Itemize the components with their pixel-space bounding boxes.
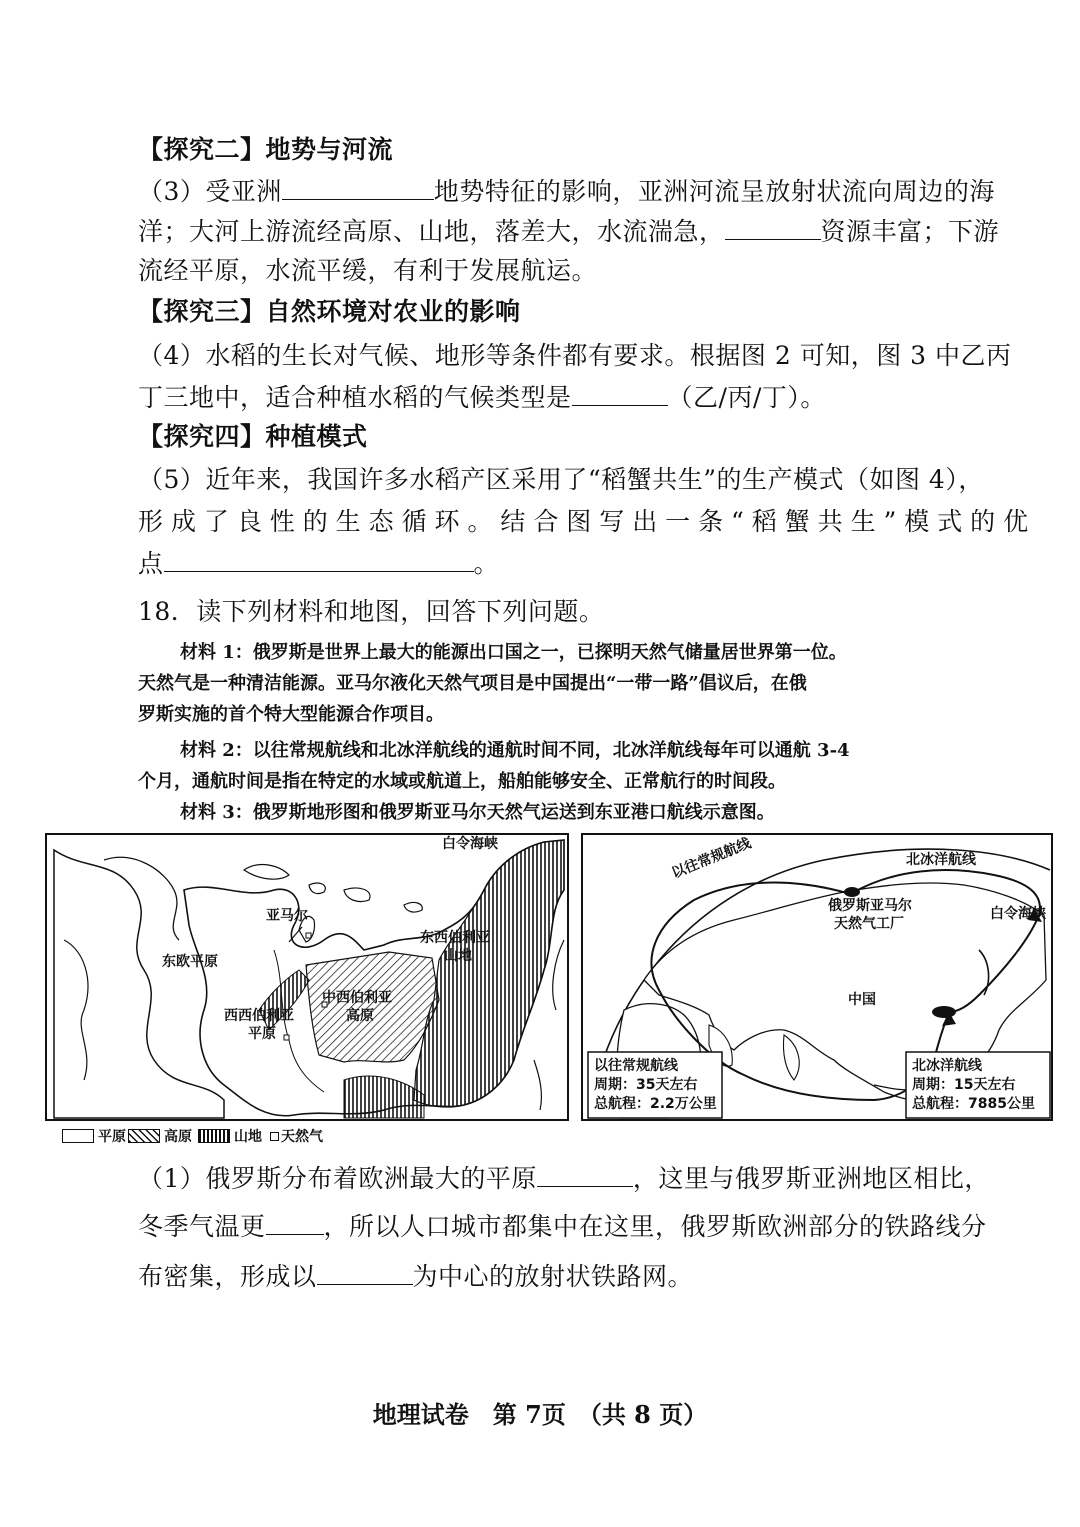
box1-period: 周期：35天左右: [594, 1077, 698, 1093]
q18-1-line1: [138, 1158, 990, 1199]
legend-mountain-swatch: [198, 1129, 230, 1143]
q4-blank[interactable]: [572, 377, 668, 406]
section3-heading: 【探究三】自然环境对农业的影响: [138, 297, 521, 326]
q18-1-text: 布密集，形成以: [138, 1262, 317, 1291]
q4-text: （乙/丙/丁）。: [667, 383, 826, 412]
label-gas-plant-1: 俄罗斯亚马尔: [828, 898, 912, 914]
q18-1-blank-3[interactable]: [317, 1256, 413, 1285]
label-yamal: 亚马尔: [266, 908, 308, 924]
q18-1-text: ，这里与俄罗斯亚洲地区相比，: [632, 1164, 990, 1193]
label-old-route: 以往常规航线: [669, 835, 754, 882]
q18-1-text: ，所以人口城市都集中在这里，俄罗斯欧洲部分的铁路线分: [323, 1212, 987, 1241]
material2-line1: 材料 2：以往常规航线和北冰洋航线的通航时间不同，北冰洋航线每年可以通航 3-4: [180, 740, 850, 761]
box2-distance: 总航程：7885公里: [912, 1096, 1035, 1112]
maps-container: [44, 830, 1054, 1126]
q3-line3: 流经平原，水流平缓，有利于发展航运。: [138, 256, 598, 285]
map-legend: [62, 1126, 323, 1146]
q3-blank-2[interactable]: [725, 211, 821, 240]
q4-text: 丁三地中，适合种植水稻的气候类型是: [138, 383, 572, 412]
q3-text: 洋；大河上游流经高原、山地，落差大，水流湍急，: [138, 217, 725, 246]
label-central-siberia-2: 高原: [346, 1008, 374, 1024]
legend-gas: 天然气: [281, 1129, 323, 1145]
q4-line2: [138, 377, 826, 418]
q18-1-text: 冬季气温更: [138, 1212, 266, 1241]
q5-line2: 形 成 了 良 性 的 生 态 循 环 。 结 合 图 写 出 一 条 “ 稻 蟹 共 生 ” 模 式 的 优: [138, 507, 1029, 536]
label-bering-left: 白令海峡: [442, 836, 498, 852]
material3-line1: 材料 3：俄罗斯地形图和俄罗斯亚马尔天然气运送到东亚港口航线示意图。: [180, 802, 775, 823]
material1-line2: 天然气是一种清洁能源。亚马尔液化天然气项目是中国提出“一带一路”倡议后，在俄: [138, 673, 807, 694]
q18-1-blank-1[interactable]: [537, 1158, 633, 1187]
box1-distance: 总航程：2.2万公里: [594, 1096, 717, 1112]
q18-1-line2: [138, 1206, 987, 1247]
q18-1-line3: [138, 1256, 693, 1297]
material1-line1: 材料 1：俄罗斯是世界上最大的能源出口国之一，已探明天然气储量居世界第一位。: [180, 642, 847, 663]
label-china: 中国: [848, 992, 876, 1008]
material1-line3: 罗斯实施的首个特大型能源合作项目。: [138, 704, 444, 725]
legend-plain: 平原: [98, 1129, 126, 1145]
label-west-siberia-1: 西西伯利亚: [224, 1008, 294, 1024]
q5-blank[interactable]: [164, 543, 474, 572]
q18-title: 18．读下列材料和地图，回答下列问题。: [138, 597, 605, 626]
legend-gas-swatch: [270, 1132, 279, 1141]
legend-plateau-swatch: [128, 1129, 160, 1143]
shipping-route-map: [582, 834, 1052, 1120]
legend-plain-swatch: [62, 1129, 94, 1143]
q3-text: 资源丰富；下游: [820, 217, 1000, 246]
q3-line1: [138, 171, 995, 212]
label-central-siberia-1: 中西伯利亚: [322, 990, 392, 1006]
label-arctic-route: 北冰洋航线: [906, 852, 976, 868]
legend-mountain: 山地: [234, 1129, 262, 1145]
q18-1-blank-2[interactable]: [266, 1206, 324, 1235]
q18-1-text: 为中心的放射状铁路网。: [412, 1262, 694, 1291]
legend-plateau: 高原: [164, 1129, 192, 1145]
q5-text: 点: [138, 549, 164, 578]
box2-title: 北冰洋航线: [912, 1058, 982, 1074]
q3-line2: [138, 211, 999, 252]
q5-line1: （5）近年来，我国许多水稻产区采用了“稻蟹共生”的生产模式（如图 4），: [138, 465, 984, 494]
q3-text: 地势特征的影响，亚洲河流呈放射状流向周边的海: [433, 177, 995, 206]
q3-text: （3）受亚洲: [138, 177, 282, 206]
box2-period: 周期：15天左右: [912, 1077, 1016, 1093]
label-gas-plant-2: 天然气工厂: [834, 916, 904, 932]
label-east-siberia-2: 山地: [444, 948, 472, 964]
material2-line2: 个月，通航时间是指在特定的水域或航道上，船舶能够安全、正常航行的时间段。: [138, 771, 786, 792]
page-footer: 地理试卷 第 7页 （共 8 页）: [372, 1400, 708, 1429]
label-east-siberia-1: 东西伯利亚: [420, 930, 490, 946]
section4-heading: 【探究四】种植模式: [138, 422, 368, 451]
box1-title: 以往常规航线: [594, 1058, 678, 1074]
q3-blank-1[interactable]: [282, 171, 434, 200]
q5-line3: [138, 543, 499, 584]
q18-1-text: （1）俄罗斯分布着欧洲最大的平原: [138, 1164, 537, 1193]
q4-line1: （4）水稻的生长对气候、地形等条件都有要求。根据图 2 可知，图 3 中乙丙: [138, 341, 1012, 370]
section2-heading: 【探究二】地势与河流: [138, 135, 394, 164]
label-east-european-plain: 东欧平原: [162, 954, 218, 970]
label-west-siberia-2: 平原: [248, 1026, 276, 1042]
russia-terrain-map: [46, 834, 568, 1120]
q5-text: 。: [473, 549, 500, 578]
maps-svg: [44, 830, 1054, 1122]
label-bering-right: 白令海峡: [990, 906, 1046, 922]
